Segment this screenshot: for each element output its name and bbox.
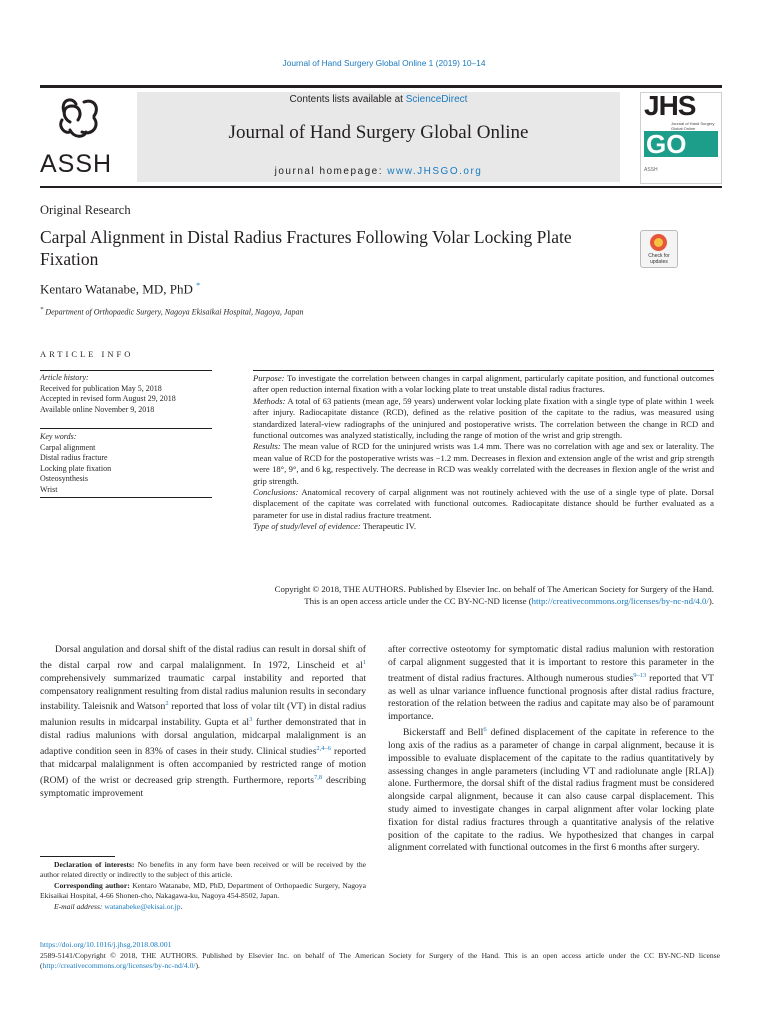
keyword-item: Distal radius fracture — [40, 453, 108, 462]
body-text: Dorsal angulation and dorsal shift of the distal radius can result in dorsal shift of the distal carpal row and carpal malalignment. In 1972, Linscheid et al — [40, 644, 366, 671]
citation-ref[interactable]: 9–13 — [633, 671, 647, 679]
footnotes — [40, 860, 366, 912]
corresponding-author — [40, 881, 366, 902]
check-updates-label: Check for updates — [648, 253, 670, 265]
contents-prefix: Contents lists available at — [289, 94, 403, 105]
journal-homepage — [137, 166, 620, 177]
journal-title: Journal of Hand Surgery Global Online — [228, 122, 529, 143]
keyword-item: Locking plate fixation — [40, 463, 112, 473]
keywords — [40, 432, 210, 495]
citation-ref[interactable]: 6 — [483, 725, 487, 733]
journal-cover[interactable] — [640, 92, 722, 184]
license-suffix: ). — [708, 596, 714, 606]
body-text: describing symptomatic improvement — [40, 775, 366, 799]
body-text: reported that VT as well as ulnar variance influence functional prognosis after distal radius fracture, restoration of the relation between the radius and capitate may also be of paramount importance. — [388, 672, 714, 723]
body-text: further demonstrated that in distal radius malunions with dorsal angulation, midcarpal malalignment is an adaptive condition seen in 83% of cases in their study. Clinical studies — [40, 717, 366, 758]
keyword-item: Carpal alignment — [40, 442, 96, 452]
check-for-updates-button[interactable] — [640, 230, 678, 268]
footnote-text: Kentaro Watanabe, MD, PhD, Department of Orthopaedic Surgery, Nagoya Ekisaikai Hospital, 4-66 Shonen-cho, Nakagawa-ku, Nagoya 454-8502, Japan. — [40, 880, 366, 901]
email-link[interactable]: watanabeke@ekisai.or.jp — [104, 901, 181, 911]
body-text: Bickerstaff and Bell — [403, 727, 484, 739]
keywords-rule — [40, 428, 212, 429]
email-label: E-mail address: — [54, 901, 103, 911]
citation-ref[interactable]: 2,4–6 — [316, 745, 332, 753]
footer-copyright — [40, 951, 720, 972]
body-text: defined displacement of the capitate in reference to the long axis of the radius as a parameter of change in carpal alignment, because it is impossible to evaluate displacement of the capitate to the radius quantitatively by assessing changes in angle parameters (including VT and radiolunate angle [RLA]) alone. Furthermore, the dorsal shift of the distal radius fragment must be considered alongside carpal alignment, because it can also cause carpal displacement. This study aimed to investigate changes in carpal alignment after volar locking plate fixation for distal radius fractures through a quantitative analysis of the relative position of the capitate to the radius. We hypothesized that changes in carpal alignment correlated with functional outcomes in the first 6 months after surgery. — [388, 727, 714, 854]
footnote-rule — [40, 856, 115, 857]
license-link[interactable]: http://creativecommons.org/licenses/by-nc-nd/4.0/ — [531, 596, 709, 606]
body-paragraph — [388, 644, 714, 724]
article-info-rule — [40, 370, 212, 371]
article-info-heading: ARTICLE INFO — [40, 349, 134, 359]
author-line — [40, 281, 200, 297]
footnote-label: Declaration of interests: — [54, 860, 135, 869]
author-name: Kentaro Watanabe, MD, PhD — [40, 281, 193, 297]
body-column-left — [40, 644, 366, 801]
copyright-line2 — [180, 595, 714, 607]
email-suffix: . — [180, 901, 183, 911]
abstract-label: Purpose: — [253, 373, 285, 383]
header-rule-top — [40, 85, 722, 88]
abstract-label: Conclusions: — [253, 487, 299, 498]
history-accepted: Accepted in revised form August 29, 2018 — [40, 394, 176, 403]
cover-go: GO — [644, 131, 718, 157]
article-history — [40, 373, 210, 415]
body-text: reported that loss of volar tilt (VT) in distal radius malunion results in midcarpal instability. Gupta et al — [40, 701, 367, 729]
abstract-conclusions — [253, 487, 714, 521]
abstract-label: Type of study/level of evidence: — [253, 521, 361, 532]
affiliation-mark: * — [40, 306, 44, 313]
check-updates-icon-inner — [654, 238, 663, 247]
abstract-rule — [253, 370, 714, 371]
journal-citation[interactable]: Journal of Hand Surgery Global Online 1 (2019) 10–14 — [282, 58, 486, 68]
keyword-item: Wrist — [40, 484, 58, 494]
affiliation-text: Department of Orthopaedic Surgery, Nagoya Ekisaikai Hospital, Nagoya, Japan — [45, 307, 304, 317]
email-line — [40, 902, 366, 912]
citation-ref[interactable]: 1 — [362, 658, 366, 666]
doi-link[interactable]: https://doi.org/10.1016/j.jhsg.2018.08.001 — [40, 940, 172, 949]
abstract-text: Therapeutic IV. — [362, 521, 416, 532]
abstract-label: Results: — [253, 441, 281, 452]
abstract-evidence — [253, 521, 714, 532]
abstract-text: Anatomical recovery of carpal alignment was not routinely achieved with the use of a single type of plate. Dorsal displacement of the capitate was correlated with functional outcomes. Radiocapitate distance should be further evaluated as a parameter for use in distal radius fracture treatment. — [253, 487, 714, 520]
hand-logo-icon — [40, 92, 130, 152]
keywords-label: Key words: — [40, 432, 77, 441]
footnote-label: Corresponding author: — [54, 880, 130, 890]
keywords-rule-bottom — [40, 497, 212, 498]
body-text: comprehensively summarized traumatic carpal instability and reported that compensatory realignment resulting from distal radius malunion results in secondary instability. Taleisnik and Watson — [40, 672, 366, 713]
abstract-results — [253, 441, 714, 487]
author-footnote-mark[interactable]: * — [196, 281, 201, 290]
abstract-methods — [253, 396, 714, 442]
body-column-right — [388, 644, 714, 855]
history-received: Received for publication May 5, 2018 — [40, 383, 162, 393]
citation-ref[interactable]: 3 — [249, 716, 253, 724]
abstract-text: To investigate the correlation between changes in carpal alignment, particularly capitate position, and functional outcomes after open reduction internal fixation with a volar locking plate to treat unstable distal radius fractures. — [253, 373, 714, 395]
body-paragraph — [388, 724, 714, 855]
cover-footer: ASSH — [644, 167, 658, 173]
abstract-purpose — [253, 373, 714, 396]
footer-text: 2589-5141/Copyright © 2018, THE AUTHORS. Published by Elsevier Inc. on behalf of The American Society for Surgery of the Hand. This is an open access article under the CC BY-NC-ND license ( — [40, 951, 720, 971]
assh-wordmark: ASSH — [40, 150, 113, 178]
sciencedirect-link[interactable]: ScienceDirect — [405, 94, 468, 105]
license-prefix: This is an open access article under the CC BY-NC-ND license ( — [304, 596, 532, 606]
abstract-label: Methods: — [253, 395, 286, 406]
body-text: after corrective osteotomy for symptomatic distal radius malunion with restoration of carpal alignment suggested that it is important to restore this parameter in the treatment of distal radius fractures. Although numerous studies — [388, 644, 714, 684]
declaration-of-interests — [40, 860, 366, 881]
article-title: Carpal Alignment in Distal Radius Fractures Following Volar Locking Plate Fixation — [40, 227, 572, 269]
footer-suffix: ). — [195, 961, 200, 971]
keyword-item: Osteosynthesis — [40, 474, 88, 483]
abstract — [253, 373, 714, 533]
copyright-notice — [180, 583, 714, 607]
citation-ref[interactable]: 2 — [165, 700, 169, 708]
contents-line — [137, 94, 620, 105]
abstract-text: A total of 63 patients (mean age, 59 years) underwent volar locking plate fixation with a single type of plate within 1 week after injury. Radiocapitate distance (RCD), defined as the relative position of the capitate to the radius, was measured using standardized lateral-view radiographs of the uninjured and postoperative wrists. The correlation between the change in RCD and functional outcomes was analyzed statistically, including the range of motion of the wrist and grip strength. — [253, 395, 714, 441]
body-text: reported that midcarpal malalignment is often accompanied by restricted range of motion (ROM) of the wrist or decreased grip strength. Furthermore, reports — [40, 746, 366, 787]
cover-jhs: JHS — [644, 92, 696, 121]
history-online: Available online November 9, 2018 — [40, 404, 155, 414]
copyright-line1: Copyright © 2018, THE AUTHORS. Published by Elsevier Inc. on behalf of The American Society for Surgery of the Hand. — [274, 584, 714, 594]
body-paragraph — [40, 644, 366, 801]
homepage-link[interactable]: www.JHSGO.org — [387, 166, 483, 177]
affiliation — [40, 306, 303, 317]
citation-ref[interactable]: 7,8 — [313, 773, 323, 781]
article-section: Original Research — [40, 203, 131, 217]
cover-subtitle: Journal of Hand Surgery Global Online — [671, 121, 715, 131]
footnote-text: No benefits in any form have been received or will be received by the author related directly or indirectly to the subject of this article. — [40, 860, 366, 880]
homepage-prefix: journal homepage: — [274, 166, 383, 177]
abstract-text: The mean value of RCD for the uninjured wrists was 1.4 mm. There was no correlation with age and sex or laterality. The mean value of RCD for the postoperative wrists was −1.2 mm. Decreases in flexion and extension angle of the wrist and grip strength were 18°, 9°, and 6 kg, respectively. The decrease in RCD was weakly correlated with the decreases in flexion angle of the wrist and grip strength. — [253, 441, 714, 486]
footer-license-link[interactable]: http://creativecommons.org/licenses/by-nc-nd/4.0/ — [42, 961, 196, 971]
history-label: Article history: — [40, 373, 89, 382]
header-rule-bottom — [40, 186, 722, 188]
